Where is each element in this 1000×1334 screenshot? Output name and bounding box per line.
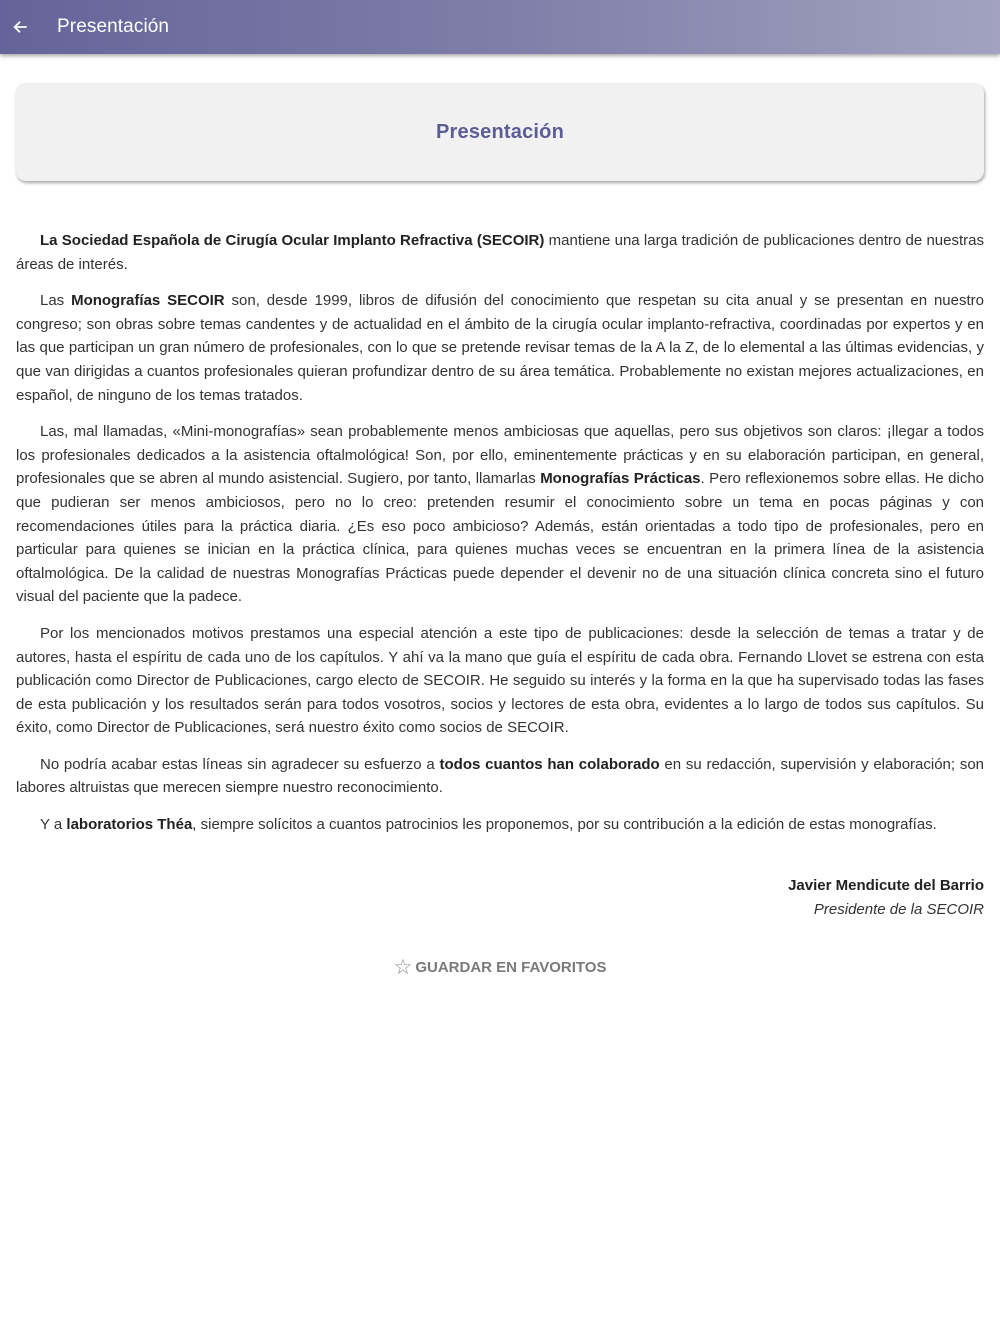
text-run: , siempre solícitos a cuantos patrocinios les proponemos, por su contribución a la edición de estas monografías. (192, 816, 937, 834)
signature-name: Javier Mendicute del Barrio (788, 877, 984, 894)
paragraph (16, 229, 984, 276)
back-button[interactable] (0, 0, 40, 54)
paragraph (16, 622, 984, 740)
text-run: . Pero reflexionemos sobre ellas. He dicho que pudieran ser menos ambiciosos, pero no lo creo: pretenden resumir el conocimiento sobre un tema en pocas páginas y con recomendaciones útiles para la práctica diaria. ¿Es eso poco ambicioso? Además, están orientadas a todo tipo de profesionales, pero en particular para quienes se inician en la práctica clínica, para quienes muchas veces se encuentran en la primera línea de la asistencia oftalmológica. De la calidad de nuestras Monografías Prácticas puede depender el devenir no de una situación clínica concreta sino el futuro visual del paciente que la padece. (16, 470, 984, 606)
save-favorites-button[interactable] (0, 957, 1000, 978)
header-card (16, 83, 984, 181)
star-outline-icon: ☆ (393, 956, 413, 979)
text-run: Por los mencionados motivos prestamos una especial atención a este tipo de publicaciones: desde la selección de temas a tratar y de autores, hasta el espíritu de cada uno de los capítulos. Y ahí va la mano que guía el espíritu de cada obra. Fernando Llovet se estrena con esta publicación como Director de Publicaciones, cargo electo de SECOIR. He seguido su interés y la forma en la que ha supervisado todas las fases de esta publicación y los resultados serán para todos vosotros, socios y lectores de esta obra, evidentes a lo largo de todos sus capítulos. Su éxito, como Director de Publicaciones, será nuestro éxito como socios de SECOIR. (16, 624, 984, 737)
text-run: Y a (40, 816, 67, 834)
text-run: son, desde 1999, libros de difusión del conocimiento que respetan su cita anual y se presentan en nuestro congreso; son obras sobre temas candentes y de actualidad en el ámbito de la cirugía ocular implanto-refractiva, coordinadas por expertos y en las que participan un gran número de profesionales, con lo que se pretende revisar temas de la A la Z, de lo elemental a las últimas evidencias, y que van dirigidas a cuantos profesionales quieran profundizar dentro de su área temática. Probablemente no existan mejores actualizaciones, en español, de ninguno de los temas tratados. (16, 292, 985, 404)
bold-text: Monografías Prácticas (540, 470, 701, 488)
paragraph (16, 289, 984, 407)
app-bar (0, 0, 1000, 54)
arrow-left-icon (13, 21, 27, 33)
save-favorites-label: GUARDAR EN FAVORITOS (415, 959, 607, 976)
app-bar-title: Presentación (57, 16, 170, 37)
page-title: Presentación (435, 120, 564, 143)
save-favorites-content[interactable] (394, 957, 607, 978)
paragraph (16, 420, 984, 609)
signature-role: Presidente de la SECOIR (813, 900, 984, 918)
article-body (16, 229, 984, 850)
paragraph (16, 753, 984, 800)
bold-text: La Sociedad Española de Cirugía Ocular Implanto Refractiva (SECOIR) (40, 232, 545, 249)
bold-text: laboratorios Théa (66, 816, 193, 834)
text-run: Las, mal llamadas, «Mini-monografías» sean probablemente menos ambiciosas que aquellas, pero sus objetivos son claros: ¡llegar a todos los profesionales dedicados a la asistencia oftalmológica! Son, por ello, eminentemente prácticas y en su elaboración participan, en general, profesionales que se abren al mundo asistencial. Sugiero, por tanto, llamarlas (16, 423, 984, 488)
text-run: mantiene una larga tradición de publicaciones dentro de nuestras áreas de interés. (16, 232, 984, 273)
text-run: en su redacción, supervisión y elaboración; son labores altruistas que merecen siempre nuestro reconocimiento. (16, 755, 985, 797)
bold-text: todos cuantos han colaborado (439, 755, 660, 773)
paragraph (16, 813, 984, 837)
signature (788, 874, 984, 921)
text-run: No podría acabar estas líneas sin agradecer su esfuerzo a (40, 755, 440, 773)
bold-text: Monografías SECOIR (71, 292, 225, 310)
text-run: Las (40, 292, 72, 310)
